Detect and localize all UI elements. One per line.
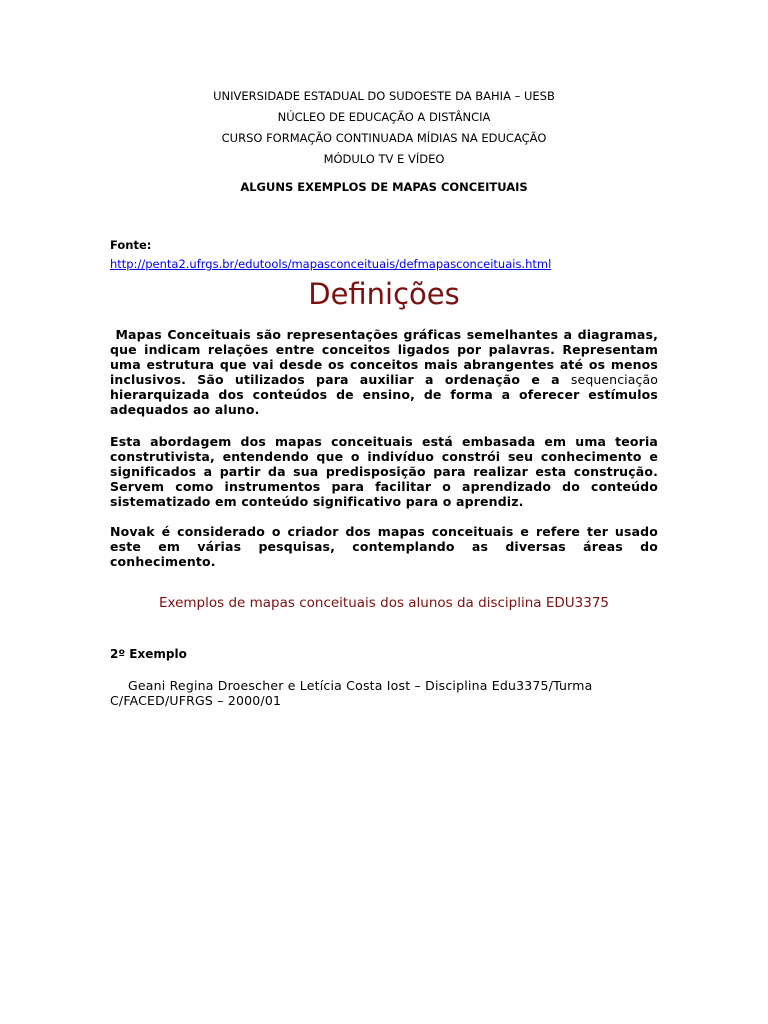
example-credit	[110, 678, 630, 708]
header-line-course: CURSO FORMAÇÃO CONTINUADA MÍDIAS NA EDUCAÇÃO	[221, 131, 547, 145]
paragraph-approach: Esta abordagem dos mapas conceituais está embasada em uma teoria construtivista, entendendo que o indivíduo constrói seu conhecimento e significados a partir da sua predisposição para realizar esta construção. Servem como instrumentos para facilitar o aprendizado do conteúdo sistematizado em conteúdo significativo para o aprendiz.	[110, 434, 658, 509]
example-credit-text: Geani Regina Droescher e Letícia Costa Iost – Disciplina Edu3375/Turma C/FACED/UFRGS – 2000/01	[110, 678, 593, 708]
header-line-university: UNIVERSIDADE ESTADUAL DO SUDOESTE DA BAHIA – UESB	[213, 89, 555, 103]
section-heading: Definições	[308, 277, 460, 311]
source-label: Fonte:	[110, 238, 152, 252]
paragraph-definition	[110, 327, 658, 417]
paragraph-definition-light-word: sequenciação	[570, 372, 658, 387]
institution-header	[0, 86, 768, 170]
header-line-module: MÓDULO TV E VÍDEO	[323, 152, 445, 166]
paragraph-definition-main: Mapas Conceituais são representações gráficas semelhantes a diagramas, que indicam relações entre conceitos ligados por palavras. Representam uma estrutura que vai desde os conceitos mais abrangentes até os menos inclusivos. São utilizados para auxiliar a ordenação e a	[110, 327, 658, 387]
header-line-nucleus: NÚCLEO DE EDUCAÇÃO A DISTÂNCIA	[277, 110, 491, 124]
examples-heading: Exemplos de mapas conceituais dos alunos da disciplina EDU3375	[158, 595, 610, 611]
paragraph-definition-end: hierarquizada dos conteúdos de ensino, de forma a oferecer estímulos adequados ao aluno.	[110, 387, 658, 417]
document-title: ALGUNS EXEMPLOS DE MAPAS CONCEITUAIS	[240, 180, 528, 194]
paragraph-novak: Novak é considerado o criador dos mapas conceituais e refere ter usado este em várias pesquisas, contemplando as diversas áreas do conhecimento.	[110, 524, 658, 569]
example-label: 2º Exemplo	[110, 647, 187, 661]
source-link[interactable]: http://penta2.ufrgs.br/edutools/mapasconceituais/defmapasconceituais.html	[110, 257, 552, 271]
